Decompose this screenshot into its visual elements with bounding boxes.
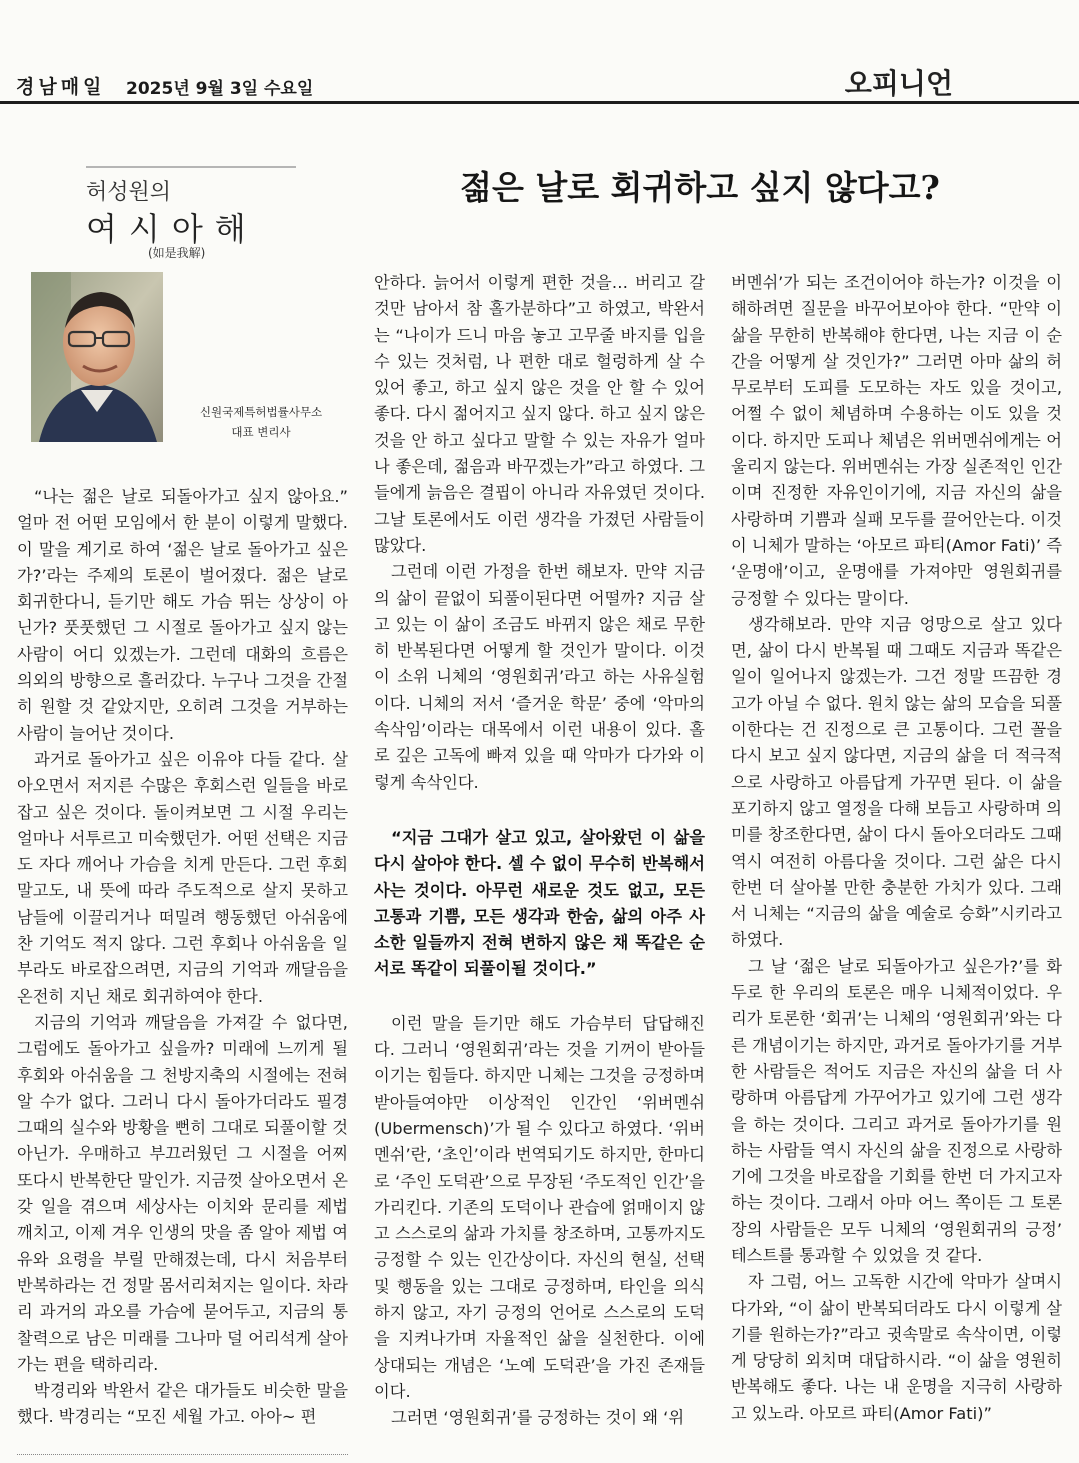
- newspaper-name: 경남매일: [16, 76, 106, 98]
- author-portrait-image: [31, 272, 163, 442]
- article-column-1: [17, 484, 348, 1431]
- article-column-2: [374, 270, 705, 1431]
- article-headline: 젊은 날로 회귀하고 싶지 않다고?: [460, 168, 940, 207]
- paragraph: “나는 젊은 날로 되돌아가고 싶지 않아요.” 얼마 전 어떤 모임에서 한 분이 이렇게 말했다. 이 말을 계기로 하여 ‘젊은 날로 돌아가고 싶은가?’라는 주제의 토론이 벌어졌다. 젊은 날로 회귀한다니, 듣기만 해도 가슴 뛰는 상상이 아닌가? 풋풋했던 그 시절로 돌아가고 싶지 않는 사람이 어디 있겠는가. 그런데 대화의 흐름은 의외의 방향으로 흘러갔다. 누구나 그것을 간절히 원할 것 같았지만, 오히려 그것을 거부하는 사람이 늘어난 것이다.: [17, 487, 348, 743]
- column-rule: [86, 166, 296, 168]
- paragraph: 버멘쉬’가 되는 조건이어야 하는가? 이것을 이해하려면 질문을 바꾸어보아야 한다. “만약 이 삶을 무한히 반복해야 한다면, 나는 지금 이 순간을 어떻게 살 것인가?” 그러면 아마 삶의 허무로부터 도피를 도모하는 자도 있을 것이고, 어쩔 수 없이 체념하며 수용하는 이도 있을 것이다. 하지만 도피나 체념은 위버멘쉬에게는 어울리지 않는다. 위버멘쉬는 가장 실존적인 인간이며 진정한 자유인이기에, 지금 자신의 삶을 사랑하며 기쁨과 실패 모두를 끌어안는다. 이것이 니체가 말하는 ‘아모르 파티(Amor Fati)’ 즉 ‘운명애’이고, 운명애를 가져야만 영원회귀를 긍정할 수 있다는 말이다.: [731, 273, 1062, 608]
- publication-date: 2025년 9월 3일 수요일: [126, 79, 314, 99]
- paragraph: 생각해보라. 만약 지금 엉망으로 살고 있다면, 삶이 다시 반복될 때 그때도 지금과 똑같은 일이 일어나지 않겠는가. 그건 정말 뜨끔한 경고가 아닐 수 없다. 원치 않는 삶의 모습을 되풀이한다는 건 진정으로 큰 고통이다. 그런 꼴을 다시 보고 싶지 않다면, 지금의 삶을 더 적극적으로 사랑하고 아름답게 가꾸면 된다. 이 삶을 포기하지 않고 열정을 다해 보듬고 사랑하며 의미를 창조한다면, 삶이 다시 돌아오더라도 그때 역시 여전히 아름다울 것이다. 그런 삶은 다시 한번 더 살아볼 만한 충분한 가치가 있다. 그래서 니체는 “지금의 삶을 예술로 승화”시키라고 하였다.: [731, 614, 1062, 950]
- paragraph: 그러면 ‘영원회귀’를 긍정하는 것이 왜 ‘위: [391, 1408, 685, 1428]
- column-author-label: 허성원의: [86, 180, 172, 205]
- article-column-3: [731, 270, 1062, 1427]
- author-photo: [31, 272, 163, 442]
- column-hanja: (如是我解): [148, 246, 206, 260]
- nietzsche-quote: “지금 그대가 살고 있고, 살아왔던 이 삶을 다시 살아야 한다. 셀 수 없이 무수히 반복해서 사는 것이다. 아무런 새로운 것도 없고, 모든 고통과 기쁨, 모든 생각과 한숨, 삶의 아주 사소한 일들까지 전혀 변하지 않은 채 똑같은 순서로 똑같이 되풀이될 것이다.”: [374, 827, 705, 979]
- paragraph: 박경리와 박완서 같은 대가들도 비슷한 말을 했다. 박경리는 “모진 세월 가고. 아아~ 편: [17, 1381, 348, 1427]
- paragraph: 지금의 기억과 깨달음을 가져갈 수 없다면, 그럼에도 돌아가고 싶을까? 미래에 느끼게 될 후회와 아쉬움을 그 천방지축의 시절에는 전혀 알 수가 없다. 그러니 다시 돌아가더라도 필경 그때의 실수와 방황을 뻔히 그대로 되풀이할 것 아닌가. 우매하고 부끄러웠던 그 시절을 어찌 또다시 반복한단 말인가. 지금껏 살아오면서 온갖 일을 겪으며 세상사는 이치와 문리를 제법 깨치고, 이제 겨우 인생의 맛을 좀 알아 제법 여유와 요령을 부릴 만해졌는데, 다시 처음부터 반복하라는 건 정말 몸서리쳐지는 일이다. 차라리 과거의 과오를 가슴에 묻어두고, 지금의 통찰력으로 남은 미래를 그나마 덜 어리석게 살아가는 편을 택하리라.: [17, 1012, 348, 1374]
- masthead: [0, 0, 1079, 104]
- paragraph: 이런 말을 듣기만 해도 가슴부터 답답해진다. 그러니 ‘영원회귀’라는 것을 기꺼이 받아들이기는 힘들다. 하지만 니체는 그것을 긍정하며 받아들여야만 이상적인 인간인 ‘위버멘쉬(Ubermensch)’가 될 수 있다고 하였다. ‘위버멘쉬’란, ‘초인’이라 번역되기도 하지만, 한마디로 ‘주인 도덕관’으로 무장된 ‘주도적인 인간’을 가리킨다. 기존의 도덕이나 관습에 얽매이지 않고 스스로의 삶과 가치를 창조하며, 고통까지도 긍정할 수 있는 인간상이다. 자신의 현실, 선택 및 행동을 있는 그대로 긍정하며, 타인을 의식하지 않고, 자기 긍정의 언어로 스스로의 도덕을 지켜나가며 자율적인 삶을 실천한다. 이에 상대되는 개념은 ‘노예 도덕관’을 가진 존재들이다.: [374, 1013, 705, 1401]
- paragraph: 과거로 돌아가고 싶은 이유야 다들 같다. 살아오면서 저지른 수많은 후회스런 일들을 바로잡고 싶은 것이다. 돌이켜보면 그 시절 우리는 얼마나 서투르고 미숙했던가. 어떤 선택은 지금도 자다 깨어나 가슴을 치게 만든다. 그런 후회 말고도, 내 뜻에 따라 주도적으로 살지 못하고 남들에 이끌리거나 떠밀려 행동했던 아쉬움에 찬 기억도 적지 않다. 그런 후회나 아쉬움을 일부라도 바로잡으려면, 지금의 기억과 깨달음을 온전히 지닌 채로 회귀하여야 한다.: [17, 749, 348, 1006]
- author-role: 대표 변리사: [231, 425, 291, 439]
- paragraph: 그 날 ‘젊은 날로 되돌아가고 싶은가?’를 화두로 한 우리의 토론은 매우 니체적이었다. 우리가 토론한 ‘회귀’는 니체의 ‘영원회귀’와는 다른 개념이기는 하지만, 과거로 돌아가기를 거부한 사람들은 적어도 지금은 자신의 삶을 더 사랑하며 아름답게 가꾸어가고 있기에 그런 생각을 하는 것이다. 그리고 과거로 돌아가기를 원하는 사람들 역시 자신의 삶을 진정으로 사랑하기에 그것을 바로잡을 기회를 한번 더 가지고자 하는 것이다. 그래서 아마 어느 쪽이든 그 토론장의 사람들은 모두 니체의 ‘영원회귀의 긍정’ 테스트를 통과할 수 있었을 것 같다.: [731, 956, 1062, 1265]
- paragraph: 안하다. 늙어서 이렇게 편한 것을… 버리고 갈 것만 남아서 참 홀가분하다”고 하였고, 박완서는 “나이가 드니 마음 놓고 고무줄 바지를 입을 수 있는 것처럼, 나 편한 대로 헐렁하게 살 수 있어 좋고, 하고 싶지 않은 것을 안 할 수 있어 좋다. 다시 젊어지고 싶지 않다. 하고 싶지 않은 것을 안 하고 싶다고 말할 수 있는 자유가 얼마나 좋은데, 젊음과 바꾸겠는가”라고 하였다. 그들에게 늙음은 결핍이 아니라 자유였던 것이다. 그날 토론에서도 이런 생각을 가졌던 사람들이 많았다.: [374, 273, 705, 555]
- column-title: 여시아해: [86, 210, 258, 248]
- section-title: 오피니언: [844, 67, 953, 100]
- author-byline: [176, 402, 346, 442]
- paragraph: 그런데 이런 가정을 한번 해보자. 만약 지금의 삶이 끝없이 되풀이된다면 어떨까? 지금 살고 있는 이 삶이 조금도 바뀌지 않은 채로 무한히 반복된다면 어떻게 할 것인가 말이다. 이것이 소위 니체의 ‘영원회귀’라고 하는 사유실험이다. 니체의 저서 ‘즐거운 학문’ 중에 ‘악마의 속삭임’이라는 대목에서 이런 내용이 있다. 홀로 깊은 고독에 빠져 있을 때 악마가 다가와 이렇게 속삭인다.: [374, 562, 705, 792]
- author-organization: 신원국제특허법률사무소: [199, 405, 323, 419]
- paragraph: 자 그럼, 어느 고독한 시간에 악마가 살며시 다가와, “이 삶이 반복되더라도 다시 이렇게 살기를 원하는가?”라고 귓속말로 속삭이면, 이렇게 당당히 외치며 대답하시라. “이 삶을 영원히 반복해도 좋다. 나는 내 운명을 지극히 사랑하고 있노라. 아모르 파티(Amor Fati)”: [731, 1272, 1062, 1423]
